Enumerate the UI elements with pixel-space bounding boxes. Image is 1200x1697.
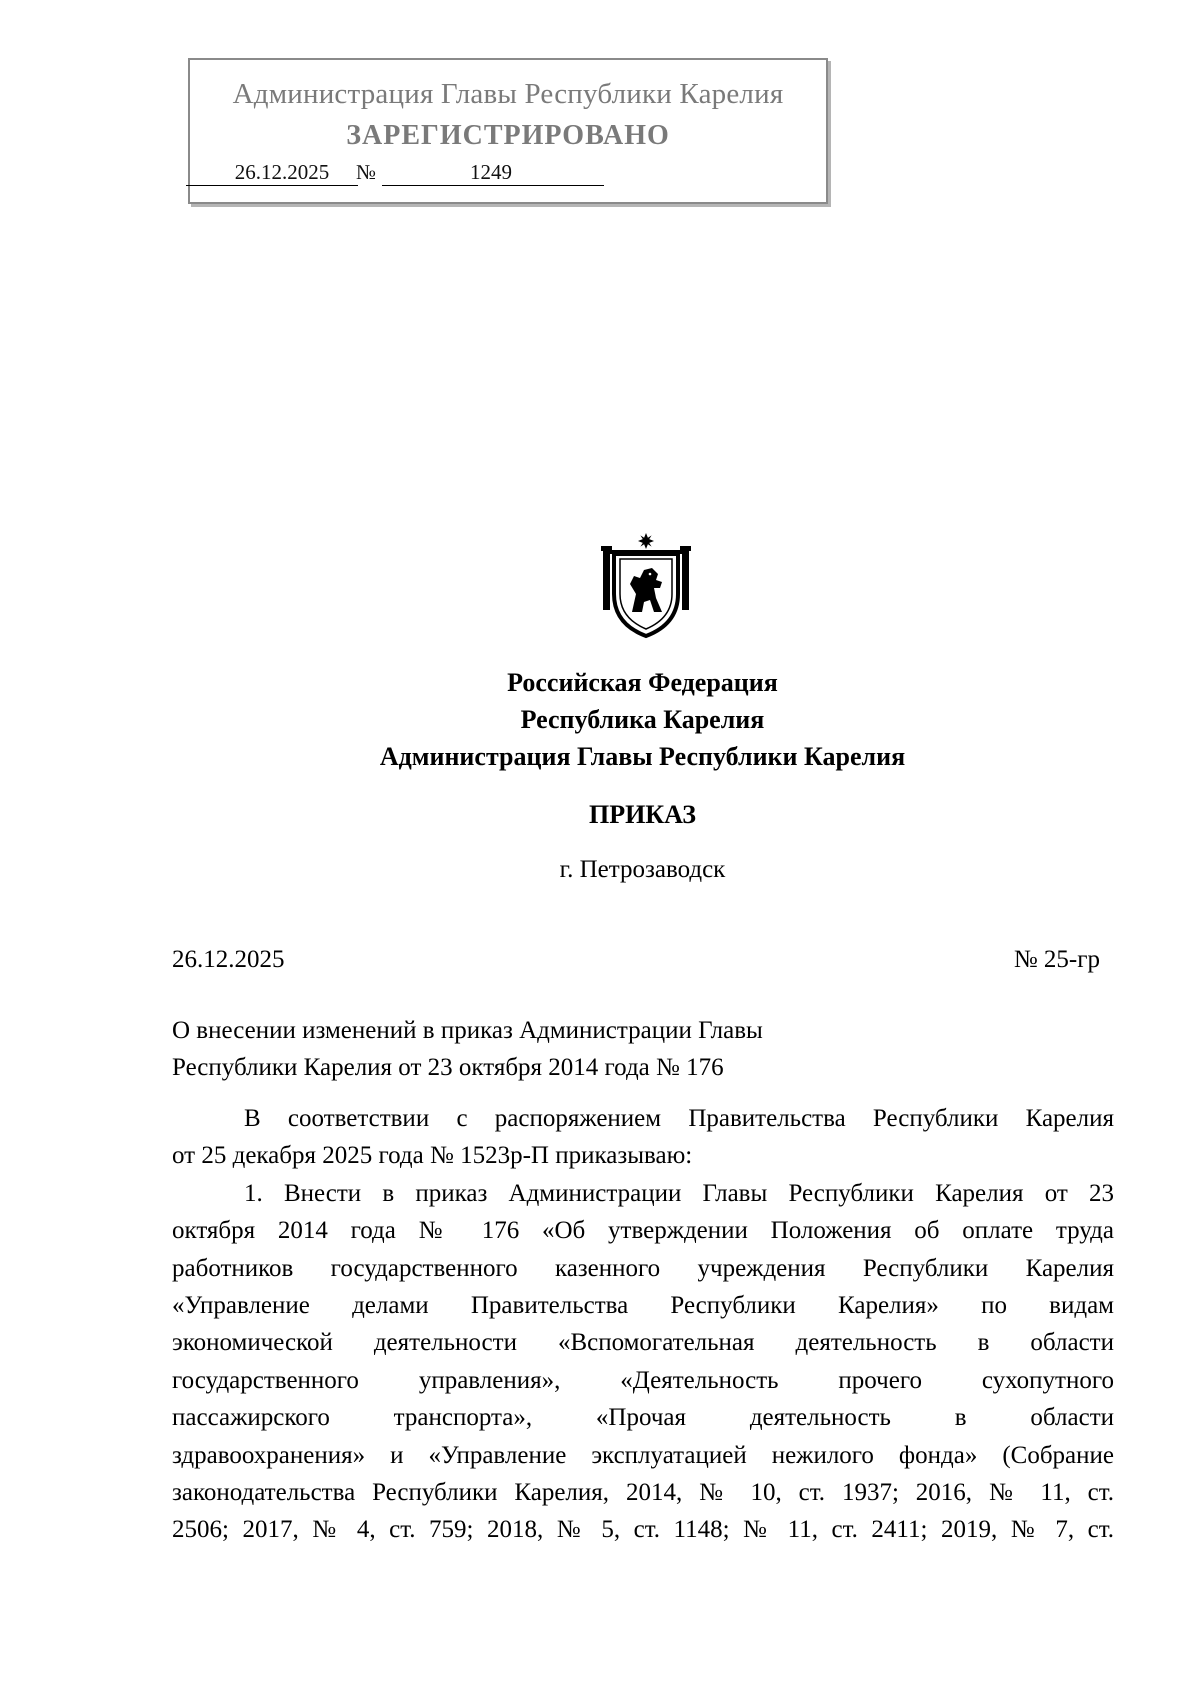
document-number: № 25-гр (1013, 946, 1100, 973)
stamp-date: 26.12.2025 (186, 160, 358, 186)
document-subject (172, 1012, 763, 1086)
header-republic: Республика Карелия (520, 705, 765, 734)
body-line: законодательства Республики Карелия, 2014, № 10, ст. 1937; 2016, № 11, ст. (172, 1478, 1114, 1506)
document-date: 26.12.2025 (172, 946, 285, 973)
body-line: государственного управления», «Деятельность прочего сухопутного (172, 1366, 1114, 1394)
body-line: 2506; 2017, № 4, ст. 759; 2018, № 5, ст. 1148; № 11, ст. 2411; 2019, № 7, ст. (172, 1516, 1114, 1544)
subject-line: Республики Карелия от 23 октября 2014 года № 176 (172, 1054, 724, 1081)
document-body (172, 1100, 1114, 1549)
coat-of-arms-icon (600, 532, 692, 642)
stamp-registration-line (186, 160, 616, 190)
document-city: г. Петрозаводск (559, 856, 726, 883)
header-country: Российская Федерация (507, 668, 778, 697)
body-line: «Управление делами Правительства Республики Карелия» по видам (172, 1291, 1114, 1319)
stamp-number-label: № (356, 160, 377, 184)
body-line: от 25 декабря 2025 года № 1523р-П приказываю: (172, 1142, 693, 1170)
stamp-number: 1249 (382, 160, 604, 186)
body-line: В соответствии с распоряжением Правительства Республики Карелия (244, 1105, 1114, 1132)
body-line: октября 2014 года № 176 «Об утверждении Положения об оплате труда (172, 1217, 1114, 1245)
stamp-organization: Администрация Главы Республики Карелия (232, 78, 784, 110)
registration-stamp (188, 58, 828, 204)
document-type: ПРИКАЗ (588, 800, 697, 829)
body-line: работников государственного казенного учреждения Республики Карелия (172, 1254, 1114, 1282)
body-line: 1. Внести в приказ Администрации Главы Республики Карелия от 23 (244, 1179, 1114, 1207)
body-line: здравоохранения» и «Управление эксплуатацией нежилого фонда» (Собрание (172, 1441, 1114, 1469)
header-administration: Администрация Главы Республики Карелия (379, 742, 906, 771)
subject-line: О внесении изменений в приказ Администрации Главы (172, 1017, 763, 1044)
stamp-status: ЗАРЕГИСТРИРОВАНО (346, 120, 670, 151)
body-line: экономической деятельности «Вспомогательная деятельность в области (172, 1329, 1114, 1357)
body-line: пассажирского транспорта», «Прочая деятельность в области (172, 1404, 1114, 1432)
